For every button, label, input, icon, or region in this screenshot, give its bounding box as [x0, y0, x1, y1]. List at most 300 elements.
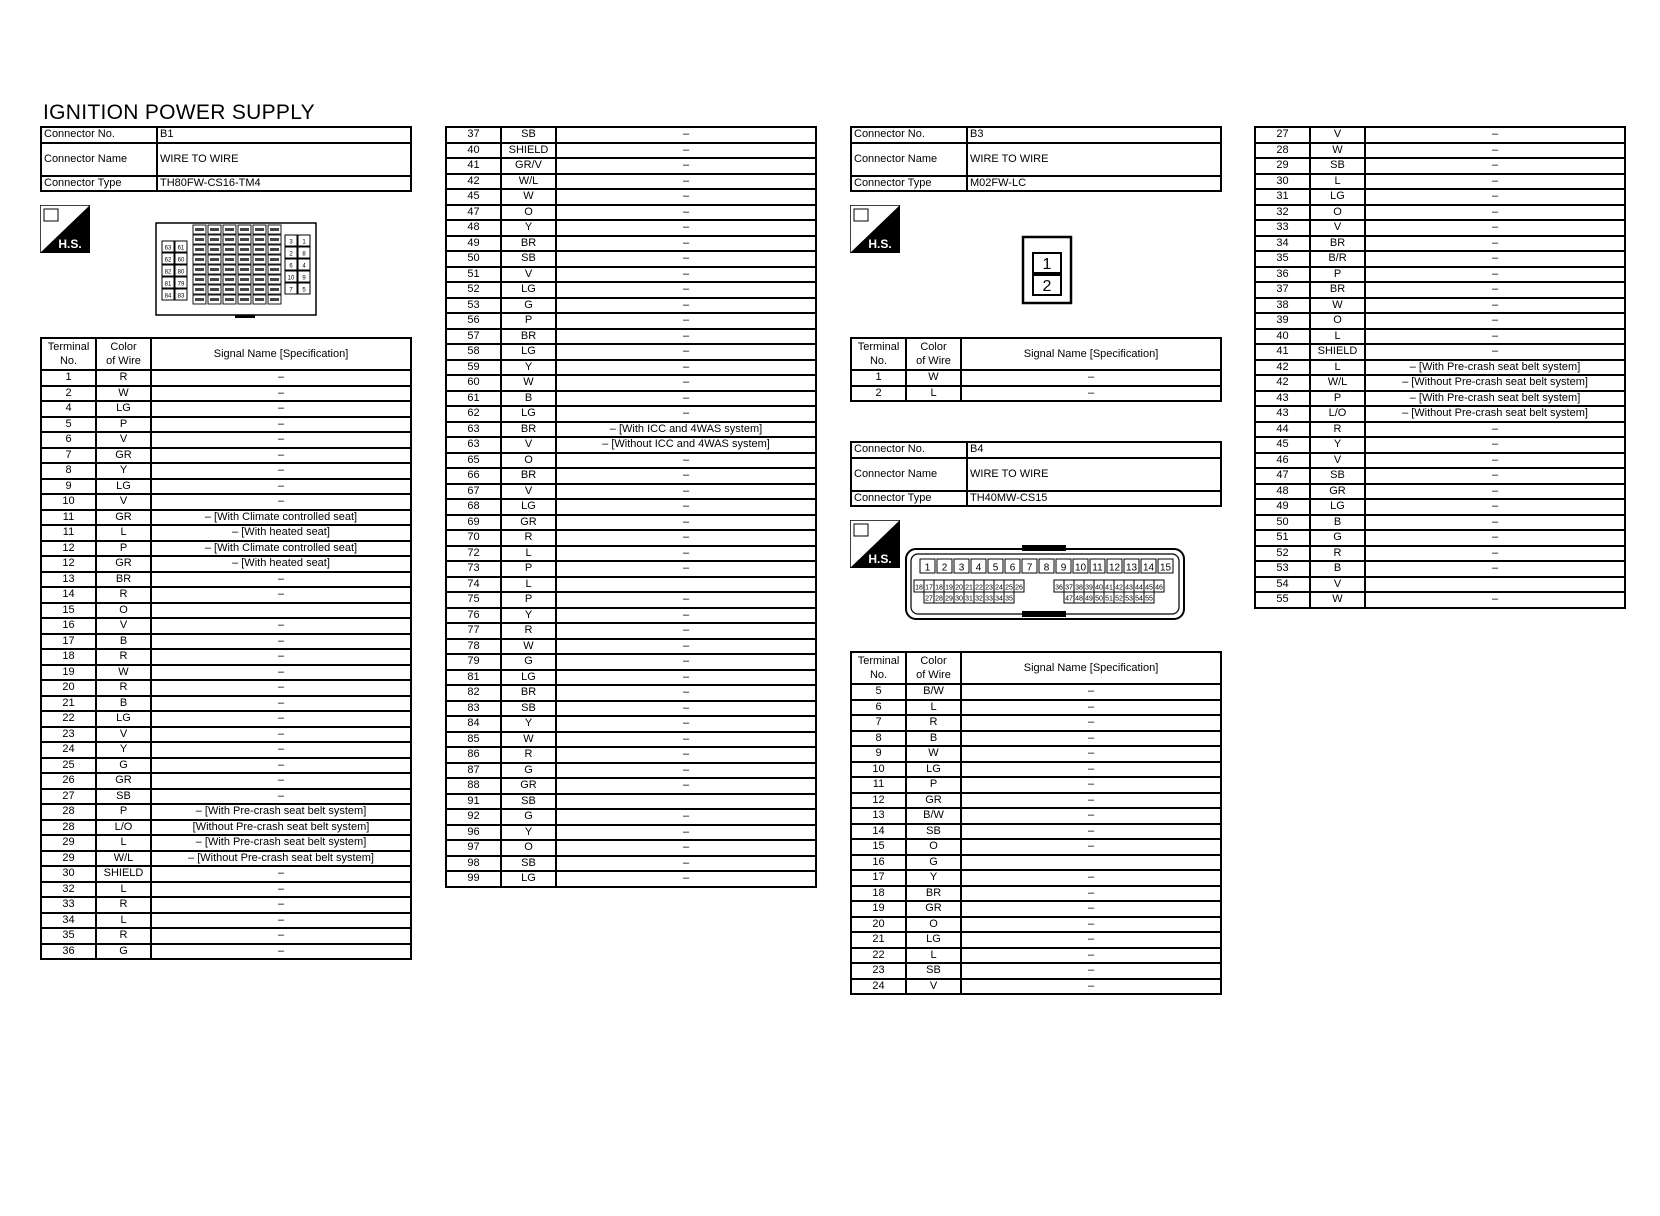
terminal-no-cell: 78	[446, 639, 501, 655]
terminal-no-cell: 99	[446, 871, 501, 887]
terminal-no-cell: 21	[41, 696, 96, 712]
b4-pin-label: 18	[915, 584, 923, 592]
signal-name-cell	[1365, 577, 1625, 593]
table-row	[1255, 127, 1625, 143]
signal-name-cell: –	[1365, 561, 1625, 577]
b1-pin-label: 82	[164, 269, 172, 276]
wire-color-cell: B	[906, 731, 961, 747]
signal-name-cell: –	[151, 386, 411, 402]
b4-pin-label: 2	[941, 562, 948, 574]
signal-name-cell: –	[961, 762, 1221, 778]
wire-color-cell: Y	[1310, 437, 1365, 453]
terminal-no-cell: 6	[851, 700, 906, 716]
b1-pin-label: 10	[287, 275, 295, 282]
table-row	[41, 665, 411, 681]
b4-pin-label: 26	[1015, 584, 1023, 592]
signal-name-cell: –	[961, 948, 1221, 964]
signal-name-cell: – [With ICC and 4WAS system]	[556, 422, 816, 438]
b4-pin-label: 19	[945, 584, 953, 592]
terminal-no-cell: 65	[446, 453, 501, 469]
terminal-no-cell: 58	[446, 344, 501, 360]
signal-name-cell: –	[1365, 422, 1625, 438]
b4-pin-label: 35	[1005, 595, 1013, 603]
wire-color-cell: L	[96, 835, 151, 851]
signal-name-cell: –	[151, 711, 411, 727]
table-row	[1255, 499, 1625, 515]
terminal-no-cell: 88	[446, 778, 501, 794]
table-row	[446, 174, 816, 190]
table-row	[446, 670, 816, 686]
wire-color-cell: V	[96, 494, 151, 510]
b4-pin-label: 54	[1135, 595, 1143, 603]
terminal-no-cell: 53	[1255, 561, 1310, 577]
wire-color-cell: LG	[1310, 499, 1365, 515]
terminal-no-cell: 42	[446, 174, 501, 190]
signal-name-cell: –	[556, 174, 816, 190]
wire-color-cell: SHIELD	[1310, 344, 1365, 360]
harness-side-icon	[40, 205, 90, 253]
b1-pin-label: 62	[164, 257, 172, 264]
signal-name-cell: –	[961, 684, 1221, 700]
table-row	[446, 794, 816, 810]
signal-name-cell: –	[556, 716, 816, 732]
signal-name-cell: –	[1365, 453, 1625, 469]
signal-name-cell: –	[151, 882, 411, 898]
signal-name-cell: –	[151, 618, 411, 634]
connector-no-label: Connector No.	[41, 127, 157, 143]
b1-center-pin-mark	[210, 258, 219, 261]
b1-pin-label: 1	[302, 239, 306, 246]
signal-name-header: Signal Name [Specification]	[961, 338, 1221, 370]
terminal-table-b1-cont	[445, 126, 817, 888]
table-row	[1255, 453, 1625, 469]
signal-name-cell: – [With Pre-crash seat belt system]	[1365, 391, 1625, 407]
table-row	[446, 360, 816, 376]
wire-color-cell: BR	[501, 468, 556, 484]
terminal-no-cell: 98	[446, 856, 501, 872]
table-row	[446, 871, 816, 887]
table-row	[851, 808, 1221, 824]
signal-name-cell: –	[1365, 344, 1625, 360]
b4-pin-label: 30	[955, 595, 963, 603]
table-row	[1255, 484, 1625, 500]
wire-color-cell: Y	[96, 742, 151, 758]
wire-color-cell: GR/V	[501, 158, 556, 174]
signal-name-cell: –	[151, 665, 411, 681]
wire-color-cell: V	[501, 484, 556, 500]
wire-color-cell: Y	[501, 220, 556, 236]
signal-name-cell: –	[961, 715, 1221, 731]
table-row	[1255, 561, 1625, 577]
table-row	[41, 401, 411, 417]
wire-color-cell: LG	[96, 401, 151, 417]
terminal-no-cell: 18	[41, 649, 96, 665]
signal-name-cell	[151, 603, 411, 619]
wire-color-cell: V	[1310, 577, 1365, 593]
signal-name-cell: – [With Climate controlled seat]	[151, 510, 411, 526]
b4-pin-label: 42	[1115, 584, 1123, 592]
terminal-no-cell: 29	[41, 835, 96, 851]
table-row	[1255, 422, 1625, 438]
b4-pin-label: 43	[1125, 584, 1133, 592]
b1-pin-label: 4	[302, 263, 306, 270]
b1-center-pin-mark	[225, 238, 234, 241]
b1-center-pin-mark	[195, 268, 204, 271]
terminal-no-cell: 14	[851, 824, 906, 840]
terminal-no-cell: 27	[41, 789, 96, 805]
terminal-no-cell: 47	[1255, 468, 1310, 484]
b1-pin-label: 60	[177, 257, 185, 264]
terminal-no-cell: 20	[41, 680, 96, 696]
wire-color-cell: B	[96, 634, 151, 650]
table-row	[446, 654, 816, 670]
signal-name-cell: –	[151, 680, 411, 696]
signal-name-cell: –	[151, 928, 411, 944]
table-row	[41, 649, 411, 665]
terminal-no-cell: 18	[851, 886, 906, 902]
b4-pin-label: 40	[1095, 584, 1103, 592]
wire-color-cell: L/O	[1310, 406, 1365, 422]
terminal-no-cell: 74	[446, 577, 501, 593]
terminal-table-b4	[850, 651, 1222, 995]
b1-center-pin-mark	[240, 268, 249, 271]
table-row	[41, 587, 411, 603]
table-row	[446, 375, 816, 391]
signal-name-cell	[961, 855, 1221, 871]
table-row	[446, 732, 816, 748]
signal-name-cell: –	[1365, 143, 1625, 159]
wire-color-cell: GR	[96, 510, 151, 526]
terminal-no-cell: 2	[851, 386, 906, 402]
b4-pin-label: 5	[992, 562, 999, 574]
wire-color-cell: R	[96, 370, 151, 386]
table-row	[41, 479, 411, 495]
table-row	[446, 546, 816, 562]
b1-center-pin-mark	[270, 238, 279, 241]
table-row	[446, 406, 816, 422]
terminal-no-cell: 35	[41, 928, 96, 944]
b4-pin-label: 4	[975, 562, 982, 574]
table-row	[851, 793, 1221, 809]
terminal-no-cell: 72	[446, 546, 501, 562]
signal-name-cell: – [With Pre-crash seat belt system]	[151, 835, 411, 851]
table-row	[446, 825, 816, 841]
terminal-no-cell: 32	[1255, 205, 1310, 221]
terminal-no-cell: 49	[446, 236, 501, 252]
table-row	[446, 143, 816, 159]
terminal-no-cell: 36	[41, 944, 96, 960]
wire-color-cell: BR	[1310, 236, 1365, 252]
wire-color-cell: V	[501, 437, 556, 453]
b1-pin-label: 80	[177, 269, 185, 276]
wire-color-cell: L	[906, 386, 961, 402]
terminal-no-cell: 84	[446, 716, 501, 732]
wire-color-cell: LG	[96, 479, 151, 495]
wire-color-cell: SB	[501, 794, 556, 810]
signal-name-cell: –	[556, 158, 816, 174]
signal-name-cell: –	[556, 189, 816, 205]
b1-center-pin-mark	[255, 278, 264, 281]
terminal-no-cell: 9	[41, 479, 96, 495]
signal-name-cell: – [With Pre-crash seat belt system]	[151, 804, 411, 820]
terminal-no-cell: 15	[41, 603, 96, 619]
signal-name-cell: –	[961, 746, 1221, 762]
terminal-no-cell: 19	[41, 665, 96, 681]
b4-pin-label: 15	[1159, 562, 1172, 574]
signal-name-cell: –	[556, 732, 816, 748]
signal-name-cell: –	[151, 494, 411, 510]
table-row	[41, 510, 411, 526]
table-row	[446, 623, 816, 639]
b4-pin-label: 17	[925, 584, 933, 592]
hs-label: H.S.	[58, 237, 82, 251]
wire-color-cell: SHIELD	[96, 866, 151, 882]
table-row	[41, 634, 411, 650]
terminal-no-cell: 17	[851, 870, 906, 886]
hs-label: H.S.	[868, 237, 892, 251]
table-row	[41, 882, 411, 898]
terminal-no-cell: 49	[1255, 499, 1310, 515]
b1-center-pin-mark	[210, 278, 219, 281]
table-row	[446, 809, 816, 825]
b4-pin-label: 39	[1085, 584, 1093, 592]
b4-pin-label: 51	[1105, 595, 1113, 603]
signal-name-cell: –	[151, 448, 411, 464]
terminal-no-cell: 35	[1255, 251, 1310, 267]
b1-center-pin-mark	[210, 288, 219, 291]
wire-color-cell: GR	[1310, 484, 1365, 500]
signal-name-cell: –	[556, 344, 816, 360]
terminal-no-cell: 12	[851, 793, 906, 809]
signal-name-cell: – [With heated seat]	[151, 556, 411, 572]
connector-b3-panel	[850, 126, 1222, 192]
wire-color-cell: L	[906, 948, 961, 964]
b1-pin-label: 8	[302, 251, 306, 258]
b1-pin-label: 79	[177, 281, 185, 288]
wire-color-cell: W	[1310, 592, 1365, 608]
b4-pin-label: 18	[935, 584, 943, 592]
signal-name-cell: – [Without Pre-crash seat belt system]	[1365, 406, 1625, 422]
connector-no-value: B3	[967, 127, 1221, 143]
wire-color-cell: L	[1310, 329, 1365, 345]
table-row	[41, 386, 411, 402]
table-row	[41, 603, 411, 619]
terminal-no-cell: 55	[1255, 592, 1310, 608]
table-row	[41, 370, 411, 386]
terminal-no-cell: 5	[41, 417, 96, 433]
b4-pin-label: 32	[975, 595, 983, 603]
wire-color-cell: B/R	[1310, 251, 1365, 267]
terminal-no-cell: 83	[446, 701, 501, 717]
terminal-no-cell: 15	[851, 839, 906, 855]
terminal-no-cell: 28	[1255, 143, 1310, 159]
terminal-no-cell: 40	[446, 143, 501, 159]
terminal-no-cell: 48	[446, 220, 501, 236]
table-row	[41, 696, 411, 712]
wire-color-cell: GR	[501, 515, 556, 531]
wire-color-cell: P	[501, 592, 556, 608]
terminal-no-cell: 59	[446, 360, 501, 376]
table-row	[446, 453, 816, 469]
connector-name-value: WIRE TO WIRE	[967, 143, 1221, 176]
terminal-no-cell: 52	[1255, 546, 1310, 562]
b1-pin-label: 81	[164, 281, 172, 288]
b4-pin-label: 20	[955, 584, 963, 592]
b1-pin-label: 7	[289, 287, 293, 294]
terminal-no-cell: 91	[446, 794, 501, 810]
table-row	[851, 762, 1221, 778]
b1-center-pin-mark	[240, 238, 249, 241]
b3-pin-2: 2	[1042, 278, 1052, 295]
color-header: Color of Wire	[906, 652, 961, 684]
wire-color-cell: W	[501, 375, 556, 391]
signal-name-cell: –	[1365, 437, 1625, 453]
connector-b1-face	[155, 219, 317, 324]
terminal-no-cell: 62	[446, 406, 501, 422]
connector-b3-face	[1021, 235, 1073, 312]
signal-name-cell: –	[961, 370, 1221, 386]
terminal-no-cell: 68	[446, 499, 501, 515]
signal-name-cell: –	[556, 592, 816, 608]
table-row	[446, 158, 816, 174]
signal-name-cell: –	[961, 886, 1221, 902]
terminal-no-cell: 8	[851, 731, 906, 747]
signal-name-cell: –	[556, 623, 816, 639]
b1-center-pin-mark	[270, 298, 279, 301]
signal-name-cell: –	[151, 649, 411, 665]
terminal-no-cell: 9	[851, 746, 906, 762]
signal-name-cell: –	[556, 701, 816, 717]
wire-color-cell: GR	[906, 901, 961, 917]
signal-name-cell: –	[151, 572, 411, 588]
b1-center-pin-mark	[195, 278, 204, 281]
b1-center-pin-mark	[225, 248, 234, 251]
b1-center-pin-mark	[255, 228, 264, 231]
b1-center-pin-mark	[225, 258, 234, 261]
b1-center-pin-mark	[255, 248, 264, 251]
wire-color-cell: G	[501, 298, 556, 314]
terminal-no-cell: 4	[41, 401, 96, 417]
wire-color-cell: Y	[96, 463, 151, 479]
signal-name-cell: – [With heated seat]	[151, 525, 411, 541]
b4-pin-label: 3	[958, 562, 965, 574]
terminal-no-cell: 16	[41, 618, 96, 634]
table-row	[1255, 251, 1625, 267]
signal-name-cell: – [Without Pre-crash seat belt system]	[1365, 375, 1625, 391]
b4-pin-label: 27	[925, 595, 933, 603]
wire-color-cell: Y	[501, 716, 556, 732]
signal-name-cell: –	[1365, 158, 1625, 174]
wire-color-cell: B	[1310, 515, 1365, 531]
signal-name-cell: –	[1365, 592, 1625, 608]
terminal-no-cell: 50	[1255, 515, 1310, 531]
connector-b3-terminals	[850, 337, 1222, 402]
b1-center-pin-mark	[225, 228, 234, 231]
wire-color-cell: V	[501, 267, 556, 283]
table-row	[446, 716, 816, 732]
table-row	[446, 298, 816, 314]
wire-color-cell: R	[906, 715, 961, 731]
b4-pin-label: 52	[1115, 595, 1123, 603]
wire-color-cell: BR	[501, 329, 556, 345]
b4-pin-label: 10	[1074, 562, 1087, 574]
wire-color-cell: BR	[501, 422, 556, 438]
table-row	[446, 282, 816, 298]
b1-center-pin-mark	[195, 238, 204, 241]
signal-name-cell: –	[961, 963, 1221, 979]
signal-name-cell: –	[556, 360, 816, 376]
terminal-no-cell: 2	[41, 386, 96, 402]
signal-name-cell: –	[961, 808, 1221, 824]
signal-name-cell: –	[1365, 484, 1625, 500]
b4-pin-label: 46	[1155, 584, 1163, 592]
wire-color-cell: LG	[501, 499, 556, 515]
connector-b1-panel	[40, 126, 412, 192]
b1-center-pin-mark	[270, 258, 279, 261]
wire-color-cell: GR	[501, 778, 556, 794]
terminal-no-cell: 12	[41, 556, 96, 572]
wire-color-cell: W	[501, 639, 556, 655]
wire-color-cell: R	[501, 530, 556, 546]
table-row	[41, 494, 411, 510]
wire-color-cell: R	[96, 680, 151, 696]
table-row	[446, 422, 816, 438]
wire-color-cell: W/L	[1310, 375, 1365, 391]
signal-name-cell	[556, 577, 816, 593]
wire-color-cell: W	[501, 189, 556, 205]
wire-color-cell: R	[96, 649, 151, 665]
signal-name-cell: –	[1365, 313, 1625, 329]
signal-name-cell: –	[556, 530, 816, 546]
b1-center-pin-mark	[210, 248, 219, 251]
table-row	[851, 386, 1221, 402]
signal-name-cell: –	[151, 417, 411, 433]
wire-color-cell: Y	[906, 870, 961, 886]
signal-name-cell: –	[556, 329, 816, 345]
terminal-no-cell: 42	[1255, 360, 1310, 376]
b1-pin-label: 9	[302, 275, 306, 282]
b4-pin-label: 31	[965, 595, 973, 603]
terminal-no-cell: 53	[446, 298, 501, 314]
table-row	[1255, 174, 1625, 190]
signal-name-cell: –	[1365, 530, 1625, 546]
terminal-no-cell: 82	[446, 685, 501, 701]
b1-center-pin-mark	[270, 288, 279, 291]
b1-pin-label: 2	[289, 251, 293, 258]
connector-type-label: Connector Type	[851, 176, 967, 192]
signal-name-cell: –	[1365, 298, 1625, 314]
b1-center-pin-mark	[240, 258, 249, 261]
terminal-no-cell: 34	[1255, 236, 1310, 252]
signal-name-cell: –	[151, 758, 411, 774]
connector-type-label: Connector Type	[851, 491, 967, 507]
color-header: Color of Wire	[906, 338, 961, 370]
connector-name-label: Connector Name	[41, 143, 157, 176]
table-row	[851, 963, 1221, 979]
table-row	[446, 391, 816, 407]
terminal-no-cell: 96	[446, 825, 501, 841]
terminal-no-cell: 27	[1255, 127, 1310, 143]
wire-color-cell: R	[96, 928, 151, 944]
signal-name-cell: –	[556, 685, 816, 701]
b1-center-pin-mark	[225, 278, 234, 281]
signal-name-cell: –	[961, 700, 1221, 716]
terminal-no-cell: 51	[446, 267, 501, 283]
b4-pin-label: 47	[1065, 595, 1073, 603]
signal-name-cell: –	[556, 468, 816, 484]
wire-color-cell: G	[96, 758, 151, 774]
wire-color-cell: V	[1310, 220, 1365, 236]
